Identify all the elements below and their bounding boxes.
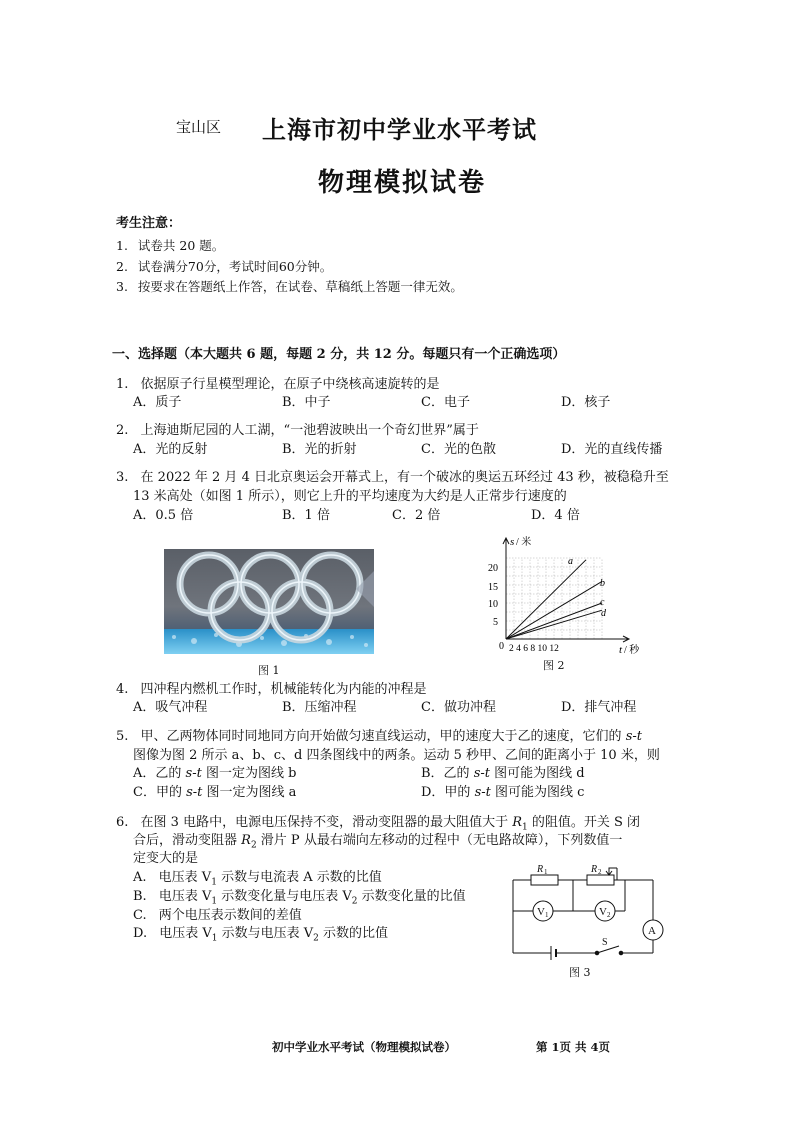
notice-item-num: 3.	[116, 279, 128, 294]
option-b[interactable]: B．压缩冲程	[282, 700, 357, 715]
option-b[interactable]	[421, 762, 585, 781]
line-label-a: a	[568, 556, 573, 567]
question-number: 6.	[116, 815, 129, 830]
olympic-rings-image	[164, 549, 374, 654]
notice-item	[116, 257, 332, 275]
v1-label-sub: 1	[545, 911, 549, 919]
line-label-b: b	[600, 578, 605, 589]
y-tick-label: 15	[488, 582, 498, 593]
y-tick-label: 5	[493, 617, 498, 628]
subscript: 1	[211, 933, 218, 944]
option-text: B．乙的	[421, 766, 474, 781]
option-text: 图可能为图线 d	[489, 766, 585, 781]
question-number: 4.	[116, 682, 129, 697]
option-c[interactable]	[133, 781, 296, 800]
option-letter: C.	[133, 908, 147, 923]
option-b[interactable]: B．光的折射	[282, 442, 357, 457]
question-stem: 在图 3 电路中，电源电压保持不变，滑动变阻器的最大阻值大于	[140, 815, 513, 830]
option-c[interactable]: C．做功冲程	[421, 700, 496, 715]
option-b[interactable]: B．中子	[282, 395, 331, 410]
notice-heading: 考生注意：	[116, 216, 182, 231]
notice-item-text: 试卷共 20 题。	[137, 238, 225, 253]
circuit-diagram	[505, 858, 670, 968]
option-text: 示数变化量与电压表 V	[217, 889, 352, 904]
question-1	[116, 373, 440, 392]
option-a[interactable]: A．吸气冲程	[133, 700, 208, 715]
option-letter: B.	[133, 889, 147, 904]
r2-label-sub: 2	[598, 868, 602, 876]
st-symbol: s-t	[473, 766, 490, 781]
st-graph	[480, 533, 660, 673]
option-d[interactable]: D．排气冲程	[561, 700, 637, 715]
question-stem: 依据原子行星模型理论，在原子中绕核高速旋转的是	[140, 377, 440, 392]
question-stem: 四冲程内燃机工作时，机械能转化为内能的冲程是	[140, 682, 427, 697]
option-text: 电压表 V	[159, 926, 212, 941]
notice-item-num: 2.	[116, 259, 128, 274]
subscript: 1	[211, 896, 218, 907]
st-symbol: s-t	[186, 785, 203, 800]
r1-symbol: R	[512, 815, 523, 830]
option-text: 示数变化量的比值	[357, 889, 466, 904]
question-stem-line2: 图像为图 2 所示 a、b、c、d 四条图线中的两条。运动 5 秒甲、乙间的距离小于 10 米，则	[133, 748, 660, 763]
ammeter-label: A	[648, 925, 656, 937]
question-stem: 的阻值。开关 S 闭	[527, 815, 641, 830]
notice-item	[116, 236, 224, 254]
question-stem-line3: 定变大的是	[133, 851, 199, 866]
v2-label: V	[599, 906, 607, 918]
question-2	[116, 419, 479, 438]
v2-label-sub: 2	[607, 911, 611, 919]
x-axis-label-var: t	[619, 644, 623, 656]
option-text: 电压表 V	[158, 870, 212, 885]
r1-label: R	[537, 864, 544, 875]
x-tick-labels: 2 4 6 8 10 12	[509, 644, 559, 654]
option-d[interactable]	[421, 781, 584, 800]
option-a[interactable]: A．光的反射	[133, 442, 208, 457]
exam-title: 上海市初中学业水平考试	[262, 115, 537, 144]
r1-subscript: 1	[522, 822, 528, 833]
option-c[interactable]: C．光的色散	[421, 442, 496, 457]
y-tick-label: 10	[488, 599, 498, 610]
option-d[interactable]: D．核子	[561, 395, 611, 410]
figure-3-caption: 图 3	[569, 966, 591, 979]
question-number: 3.	[116, 470, 129, 485]
origin-label: 0	[499, 641, 504, 652]
exam-subtitle: 物理模拟试卷	[318, 168, 487, 198]
switch-label: S	[602, 937, 608, 948]
footer-exam-name: 初中学业水平考试（物理模拟试卷）	[272, 1040, 456, 1054]
section-title: 一、选择题（本大题共 6 题，每题 2 分，共 12 分。每题只有一个正确选项）	[112, 347, 566, 362]
r2-label: R	[591, 864, 598, 875]
notice-item	[116, 277, 463, 295]
option-a[interactable]: A．0.5 倍	[133, 508, 194, 523]
question-stem-line2: 13 米高处（如图 1 所示），则它上升的平均速度为大约是人正常步行速度的	[133, 489, 567, 504]
question-stem: 合后，滑动变阻器	[133, 833, 242, 848]
option-text: 示数的比值	[318, 926, 389, 941]
option-text: 两个电压表示数间的差值	[158, 908, 302, 923]
y-tick-label: 20	[488, 563, 498, 574]
figure-1-caption: 图 1	[258, 664, 280, 677]
notice-item-num: 1.	[116, 238, 128, 253]
option-c[interactable]	[133, 904, 302, 923]
option-text: D．甲的	[421, 785, 475, 800]
olympic-rings-photo	[164, 549, 374, 654]
option-c[interactable]: C．电子	[421, 395, 470, 410]
y-axis-label-unit: / 米	[516, 537, 532, 548]
st-symbol: s-t	[474, 785, 491, 800]
option-text: 电压表 V	[158, 889, 212, 904]
switch	[597, 946, 619, 953]
question-stem: 甲、乙两物体同时同地同方向开始做匀速直线运动，甲的速度大于乙的速度，它们的	[140, 729, 626, 744]
option-a[interactable]	[133, 762, 296, 781]
option-letter: D.	[133, 926, 148, 941]
resistor-r1	[531, 875, 558, 885]
option-a[interactable]: A．质子	[133, 395, 182, 410]
r2-subscript: 2	[250, 840, 257, 851]
subscript: 2	[313, 933, 319, 944]
notice-item-text: 按要求在答题纸上作答，在试卷、草稿纸上答题一律无效。	[137, 279, 463, 294]
question-stem-line2	[133, 829, 622, 851]
option-letter: A.	[133, 870, 147, 885]
option-d[interactable]	[133, 922, 388, 944]
question-5	[116, 725, 642, 744]
line-label-c: c	[600, 597, 605, 608]
line-label-d: d	[601, 608, 606, 619]
option-d[interactable]: D．光的直线传播	[561, 442, 663, 457]
figure-2-caption: 图 2	[543, 659, 565, 672]
question-3	[116, 466, 669, 485]
graph-grid	[506, 558, 602, 639]
option-text: 图一定为图线 a	[202, 785, 297, 800]
question-number: 2.	[116, 423, 129, 438]
st-symbol: s-t	[625, 729, 642, 744]
option-b[interactable]: B．1 倍	[282, 508, 330, 523]
option-text: 图可能为图线 c	[490, 785, 585, 800]
v1-label: V	[537, 906, 545, 918]
notice-item-text: 试卷满分70分，考试时间60分钟。	[137, 259, 333, 274]
option-text: 示数与电压表 V	[217, 926, 314, 941]
r2-symbol: R	[241, 833, 251, 848]
district-label: 宝山区	[176, 118, 222, 136]
r1-label-sub: 1	[544, 868, 548, 876]
question-4	[116, 678, 427, 697]
y-axis-label-var: s	[510, 536, 515, 548]
question-stem: 上海迪斯尼园的人工湖，“一池碧波映出一个奇幻世界”属于	[140, 423, 479, 438]
question-stem: 在 2022 年 2 月 4 日北京奥运会开幕式上，有一个破冰的奥运五环经过 43 秒，被稳稳升至	[140, 470, 669, 485]
option-text: 示数与电流表 A 示数的比值	[216, 870, 382, 885]
rheostat-r2	[587, 875, 614, 885]
subscript: 2	[351, 896, 358, 907]
question-number: 5.	[116, 729, 129, 744]
question-number: 1.	[116, 377, 129, 392]
x-axis-label-unit: / 秒	[624, 645, 640, 656]
option-text: A．乙的	[133, 766, 186, 781]
st-symbol: s-t	[185, 766, 202, 781]
question-stem: 滑片 P 从最右端向左移动的过程中（无电路故障），下列数值一	[256, 833, 623, 848]
page-number: 第 1页 共 4页	[536, 1040, 611, 1054]
option-d[interactable]: D．4 倍	[531, 508, 580, 523]
option-c[interactable]: C．2 倍	[392, 508, 441, 523]
option-text: C．甲的	[133, 785, 187, 800]
subscript: 1	[211, 877, 217, 888]
option-text: 图一定为图线 b	[201, 766, 297, 781]
